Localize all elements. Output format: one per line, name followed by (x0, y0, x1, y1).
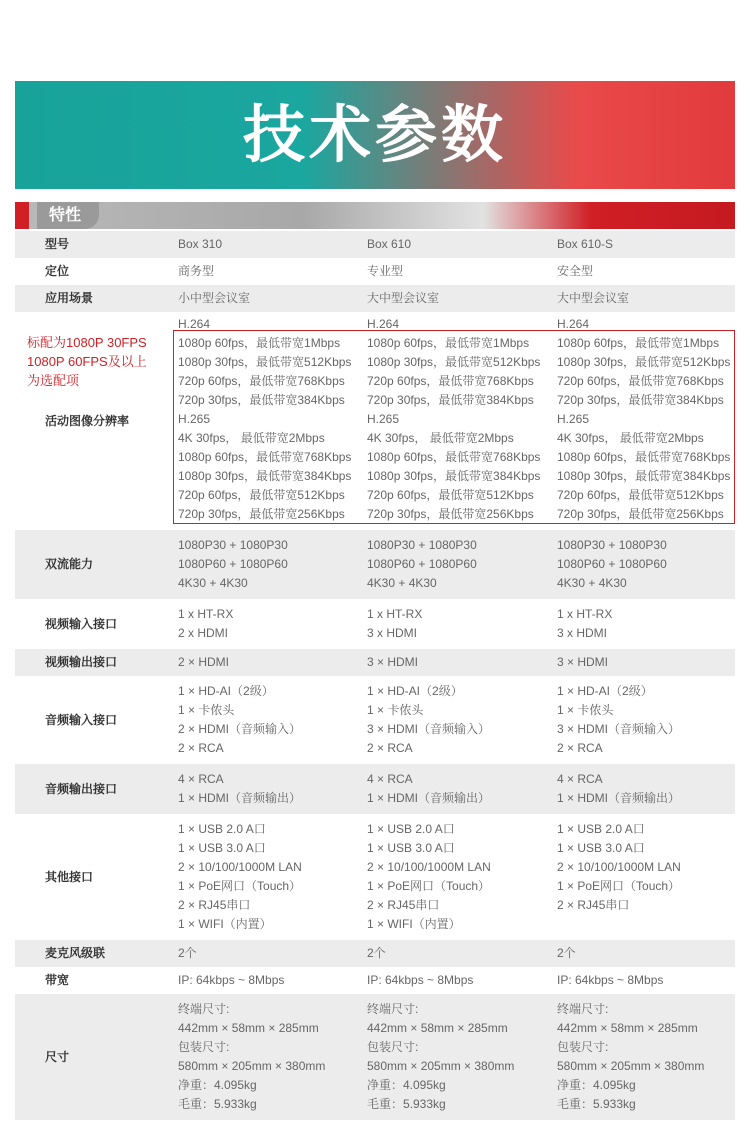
spec-line: 1 × WIFI（内置） (367, 917, 461, 931)
spec-line: 终端尺寸: (557, 1002, 609, 1016)
spec-line: 大中型会议室 (367, 291, 440, 305)
spec-line: 1 × PoE网口（Touch） (367, 879, 491, 893)
spec-line: 包装尺寸: (557, 1040, 609, 1054)
spec-line: 1 × USB 2.0 A口 (557, 822, 645, 836)
spec-line: 1080P30 + 1080P30 (557, 538, 667, 552)
spec-value (178, 289, 250, 308)
spec-row (15, 530, 735, 599)
section-label: 特性 (37, 202, 99, 229)
spec-value (367, 235, 411, 254)
spec-line: 1080p 30fps，最低带宽512Kbps (178, 355, 352, 369)
spec-key: 型号 (45, 237, 70, 251)
spec-line: 2 × 10/100/1000M LAN (367, 860, 491, 874)
spec-line: 2 × RCA (557, 741, 603, 755)
spec-line: 720p 30fps，最低带宽256Kbps (178, 507, 345, 521)
spec-value (557, 262, 593, 281)
spec-line: 720p 60fps，最低带宽768Kbps (367, 374, 534, 388)
spec-line: 1080P30 + 1080P30 (367, 538, 477, 552)
spec-line: 1080p 60fps，最低带宽768Kbps (178, 450, 352, 464)
spec-line: 442mm × 58mm × 285mm (178, 1021, 319, 1035)
spec-line: IP: 64kbps ~ 8Mbps (367, 973, 474, 987)
spec-line: 毛重：5.933kg (178, 1097, 257, 1111)
spec-line: 720p 60fps，最低带宽768Kbps (178, 374, 345, 388)
spec-line: 毛重：5.933kg (367, 1097, 446, 1111)
spec-line: 720p 30fps，最低带宽384Kbps (178, 393, 345, 407)
spec-value (557, 944, 576, 963)
spec-line: 1080P60 + 1080P60 (178, 557, 288, 571)
spec-line: 1080P60 + 1080P60 (557, 557, 667, 571)
spec-line: 4 × RCA (367, 772, 413, 786)
spec-line: 商务型 (178, 264, 215, 278)
spec-value (367, 682, 490, 758)
spec-line: 720p 60fps，最低带宽512Kbps (557, 488, 724, 502)
spec-line: 1 × 卡侬头 (178, 703, 235, 717)
spec-line: 442mm × 58mm × 285mm (367, 1021, 508, 1035)
spec-line: 1 × HDMI（音频输出） (178, 791, 302, 805)
spec-line: 2 x HDMI (178, 626, 229, 640)
spec-row (15, 285, 735, 312)
spec-value (367, 289, 439, 308)
spec-line: 720p 60fps，最低带宽512Kbps (367, 488, 534, 502)
section-header (15, 202, 735, 229)
spec-key: 其他接口 (45, 870, 94, 884)
spec-row (15, 599, 735, 649)
spec-value (557, 653, 608, 672)
spec-line: 2个 (557, 946, 576, 960)
highlight-box (173, 330, 735, 524)
spec-value (557, 289, 629, 308)
spec-value (557, 605, 612, 643)
spec-row (15, 814, 735, 940)
spec-line: 3 × HDMI (367, 655, 419, 669)
spec-value (178, 820, 302, 934)
page-title: 技术参数 (242, 98, 507, 171)
spec-line: 3 x HDMI (367, 626, 418, 640)
spec-line: H.264 (367, 317, 400, 331)
spec-key: 双流能力 (45, 557, 94, 571)
spec-key: 视频输出接口 (45, 655, 118, 669)
spec-value (367, 536, 477, 593)
spec-line: 2 × RJ45串口 (178, 898, 251, 912)
spec-value (178, 605, 233, 643)
spec-line: 4K 30fps， 最低带宽2Mbps (178, 431, 325, 445)
spec-value (557, 536, 667, 593)
spec-key: 视频输入接口 (45, 617, 118, 631)
spec-value (178, 536, 288, 593)
spec-row (15, 231, 735, 258)
spec-line: 1 × 卡侬头 (557, 703, 614, 717)
spec-line: 720p 60fps，最低带宽768Kbps (557, 374, 724, 388)
spec-row (15, 967, 735, 994)
spec-line: 1 x HT-RX (178, 607, 234, 621)
spec-key: 活动图像分辨率 (45, 414, 130, 428)
spec-value (557, 1000, 704, 1114)
spec-row (15, 649, 735, 676)
spec-value (178, 262, 214, 281)
spec-line: 720p 30fps，最低带宽256Kbps (557, 507, 724, 521)
spec-line: 1080p 30fps，最低带宽384Kbps (367, 469, 541, 483)
spec-line: 442mm × 58mm × 285mm (557, 1021, 698, 1035)
spec-line: 1080p 60fps，最低带宽1Mbps (557, 336, 720, 350)
spec-line: 1 × PoE网口（Touch） (178, 879, 302, 893)
spec-line: 终端尺寸: (367, 1002, 419, 1016)
spec-line: 3 × HDMI (557, 655, 609, 669)
spec-line: 1080p 60fps，最低带宽1Mbps (367, 336, 530, 350)
spec-line: 1080p 30fps，最低带宽512Kbps (367, 355, 541, 369)
spec-line: 580mm × 205mm × 380mm (367, 1059, 515, 1073)
spec-value (178, 1000, 325, 1114)
spec-key: 音频输入接口 (45, 713, 118, 727)
spec-value (178, 770, 301, 808)
spec-line: 1 × USB 2.0 A口 (367, 822, 455, 836)
spec-value (557, 971, 663, 990)
spec-line: 1 × USB 3.0 A口 (557, 841, 645, 855)
spec-line: 1 × HD-AI（2级） (367, 684, 463, 698)
spec-line: Box 610 (367, 237, 412, 251)
spec-key: 麦克风级联 (45, 946, 106, 960)
spec-line: 4K30 + 4K30 (367, 576, 437, 590)
spec-line: 1080p 30fps，最低带宽384Kbps (557, 469, 731, 483)
spec-line: 1080p 30fps，最低带宽512Kbps (557, 355, 731, 369)
spec-line: 1080p 60fps，最低带宽768Kbps (367, 450, 541, 464)
spec-line: 净重：4.095kg (178, 1078, 257, 1092)
spec-line: 包装尺寸: (367, 1040, 419, 1054)
spec-line: 1080P30 + 1080P30 (178, 538, 288, 552)
optional-note (27, 333, 167, 390)
spec-value (178, 971, 284, 990)
spec-row (15, 994, 735, 1120)
spec-value (367, 944, 386, 963)
spec-line: 1 × USB 3.0 A口 (367, 841, 455, 855)
spec-value (178, 653, 229, 672)
spec-line: 净重：4.095kg (367, 1078, 446, 1092)
spec-line: 4 × RCA (178, 772, 224, 786)
spec-value (178, 944, 197, 963)
spec-line: 2个 (367, 946, 386, 960)
spec-line: 终端尺寸: (178, 1002, 230, 1016)
spec-line: 580mm × 205mm × 380mm (557, 1059, 705, 1073)
spec-line: 1080P60 + 1080P60 (367, 557, 477, 571)
spec-line: 4K30 + 4K30 (178, 576, 248, 590)
spec-line: 1 × HDMI（音频输出） (367, 791, 491, 805)
note-line: 标配为1080P 30FPS (27, 335, 147, 350)
spec-line: 安全型 (557, 264, 594, 278)
spec-line: 小中型会议室 (178, 291, 251, 305)
spec-line: H.264 (178, 317, 211, 331)
spec-value (367, 971, 473, 990)
spec-line: 1 x HT-RX (367, 607, 423, 621)
spec-line: 1 × HD-AI（2级） (557, 684, 653, 698)
spec-line: IP: 64kbps ~ 8Mbps (178, 973, 285, 987)
spec-line: 1 × USB 2.0 A口 (178, 822, 266, 836)
spec-line: 大中型会议室 (557, 291, 630, 305)
spec-value (367, 770, 490, 808)
spec-value (557, 235, 613, 254)
spec-value (178, 682, 301, 758)
spec-line: 720p 30fps，最低带宽384Kbps (557, 393, 724, 407)
spec-line: 1 × PoE网口（Touch） (557, 879, 681, 893)
spec-line: Box 610-S (557, 237, 614, 251)
spec-row (15, 940, 735, 967)
spec-line: 1 × WIFI（内置） (178, 917, 272, 931)
spec-line: 2 × HDMI (178, 655, 230, 669)
spec-line: 4 × RCA (557, 772, 603, 786)
spec-line: 2 × HDMI（音频输入） (178, 722, 302, 736)
spec-value (557, 820, 681, 915)
spec-line: H.265 (557, 412, 590, 426)
spec-value (367, 1000, 514, 1114)
note-line: 为选配项 (27, 373, 80, 388)
spec-line: 2 × RJ45串口 (557, 898, 630, 912)
spec-line: 1 x HT-RX (557, 607, 613, 621)
spec-value (178, 235, 222, 254)
spec-key: 定位 (45, 264, 70, 278)
spec-line: H.264 (557, 317, 590, 331)
spec-line: Box 310 (178, 237, 223, 251)
spec-key: 尺寸 (45, 1050, 70, 1064)
spec-line: 4K 30fps， 最低带宽2Mbps (557, 431, 704, 445)
spec-row (15, 764, 735, 814)
spec-line: 2 × RCA (367, 741, 413, 755)
title-banner (15, 81, 735, 189)
spec-line: 1 × USB 3.0 A口 (178, 841, 266, 855)
spec-row (15, 258, 735, 285)
spec-key: 应用场景 (45, 291, 94, 305)
spec-line: 2 × RCA (178, 741, 224, 755)
spec-line: 包装尺寸: (178, 1040, 230, 1054)
spec-line: 1080p 60fps，最低带宽768Kbps (557, 450, 731, 464)
spec-line: 720p 60fps，最低带宽512Kbps (178, 488, 345, 502)
spec-line: H.265 (367, 412, 400, 426)
spec-value (367, 820, 491, 934)
spec-line: 1 × 卡侬头 (367, 703, 424, 717)
spec-line: 3 x HDMI (557, 626, 608, 640)
spec-line: 2个 (178, 946, 197, 960)
spec-line: H.265 (178, 412, 211, 426)
spec-line: 580mm × 205mm × 380mm (178, 1059, 326, 1073)
spec-line: 专业型 (367, 264, 404, 278)
spec-value (367, 605, 422, 643)
spec-key: 音频输出接口 (45, 782, 118, 796)
spec-line: 3 × HDMI（音频输入） (367, 722, 491, 736)
spec-line: 1080p 60fps，最低带宽1Mbps (178, 336, 341, 350)
spec-line: 1080p 30fps，最低带宽384Kbps (178, 469, 352, 483)
spec-line: 毛重：5.933kg (557, 1097, 636, 1111)
spec-value (367, 262, 403, 281)
spec-line: 3 × HDMI（音频输入） (557, 722, 681, 736)
spec-line: 2 × RJ45串口 (367, 898, 440, 912)
spec-line: 1 × HDMI（音频输出） (557, 791, 681, 805)
spec-line: 1 × HD-AI（2级） (178, 684, 274, 698)
spec-line: 净重：4.095kg (557, 1078, 636, 1092)
spec-value (557, 770, 680, 808)
spec-line: 720p 30fps，最低带宽384Kbps (367, 393, 534, 407)
spec-value (367, 653, 418, 672)
note-line: 1080P 60FPS及以上 (27, 354, 147, 369)
spec-line: 720p 30fps，最低带宽256Kbps (367, 507, 534, 521)
spec-row (15, 676, 735, 764)
spec-value (557, 682, 680, 758)
spec-line: 2 × 10/100/1000M LAN (557, 860, 681, 874)
spec-line: 4K 30fps， 最低带宽2Mbps (367, 431, 514, 445)
spec-line: 2 × 10/100/1000M LAN (178, 860, 302, 874)
spec-line: IP: 64kbps ~ 8Mbps (557, 973, 664, 987)
spec-line: 4K30 + 4K30 (557, 576, 627, 590)
spec-key: 带宽 (45, 973, 70, 987)
